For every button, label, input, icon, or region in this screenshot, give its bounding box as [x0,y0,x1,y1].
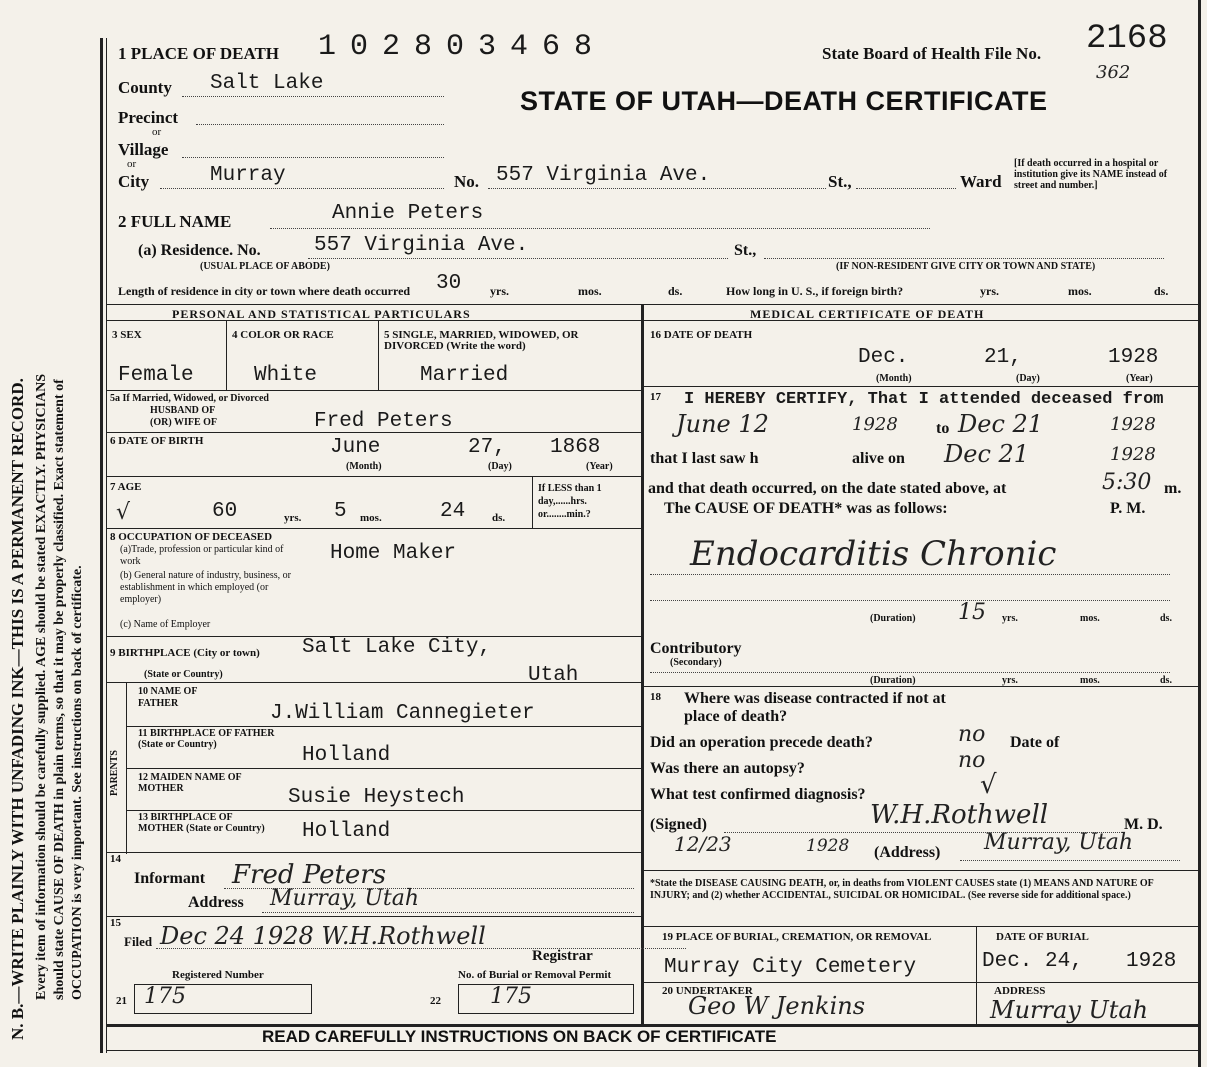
county-value: Salt Lake [210,72,324,95]
file-no-label: State Board of Health File No. [822,44,1042,63]
occupation-a: (a)Trade, profession or particular kind of work [120,544,284,567]
left-border-inner [106,38,107,1053]
contributory-line [650,672,1170,673]
father-label: 10 NAME OF FATHER [138,686,198,709]
page-title: STATE OF UTAH—DEATH CERTIFICATE [520,86,1048,116]
burial-date: Dec. 24, [982,950,1083,973]
burial-place: Murray City Cemetery [664,956,917,979]
mother-birthplace-label: 13 BIRTHPLACE OF MOTHER (State or Country) [138,812,265,834]
residence-st-label: St., [734,242,757,259]
cause-line [650,574,1170,575]
sidebar-line-1: N. B.—WRITE PLAINLY WITH UNFADING INK—THIS IS A PERMANENT RECORD. [8,378,27,1040]
birthplace-state: Utah [528,664,579,687]
physician-address-line [960,860,1180,861]
row-line-2 [106,432,641,433]
duration-mos-2: mos. [1080,675,1100,686]
precinct-label: Precinct [118,108,179,127]
left-border [100,38,103,1053]
operation-value: no [958,722,986,747]
ds-label-2: ds. [1154,284,1169,298]
village-label: Village [118,140,169,159]
burial-permit-number: 175 [490,984,532,1009]
operation-date-label: Date of [1010,734,1060,751]
spouse-label-b: HUSBAND OF [150,405,216,416]
alive-on-label: alive on [852,450,905,467]
spouse-label-a: 5a If Married, Widowed, or Divorced [110,393,269,404]
md-label: M. D. [1124,816,1163,833]
death-occurred-text: and that death occurred, on the date stated above, at [648,480,1007,497]
less-than-label: If LESS than 1 day,......hrs. or........min.? [538,483,602,520]
footnote: *State the DISEASE CAUSING DEATH, or, in deaths from VIOLENT CAUSES state (1) MEANS AND NATURE OF INJURY; and (2) whether ACCIDENTAL, SUICIDAL OR HOMICIDAL. (See reverse side for additional space.) [650,878,1154,901]
physician-address-label: (Address) [874,844,941,861]
q18-num: 18 [650,691,661,703]
operation-label: Did an operation precede death? [650,734,873,751]
father-birthplace: Holland [302,744,391,767]
duration-ds-2: ds. [1160,675,1172,686]
date-of-death-label: 16 DATE OF DEATH [650,329,753,341]
personal-header: PERSONAL AND STATISTICAL PARTICULARS [172,307,471,321]
footer-bottom-line [106,1050,1198,1051]
undertaker-divider [976,982,977,1024]
autopsy-value: no [958,748,986,773]
birthplace-state-label: (State or Country) [144,669,223,680]
dob-month: June [330,436,381,459]
burial-date-label: DATE OF BURIAL [996,931,1089,943]
nonresident-note: (IF NON-RESIDENT GIVE CITY OR TOWN AND STATE) [836,261,1096,272]
marital-value: Married [420,364,509,387]
age-yrs-label: yrs. [284,512,302,524]
sex-label: 3 SEX [112,329,142,341]
or-2: or [127,158,137,170]
attended-to: Dec 21 [958,410,1044,438]
age-months: 5 [334,500,347,523]
duration-value: 15 [958,600,986,625]
cause-label: The CAUSE OF DEATH* was as follows: [664,500,948,517]
death-time: 5:30 [1102,470,1152,495]
field-21-num: 21 [116,995,127,1007]
filed-line [156,948,686,949]
residence-line-2 [764,258,1164,259]
section-top-line [106,304,1198,305]
father-birthplace-label: 11 BIRTHPLACE OF FATHER (State or Country) [138,728,275,750]
yrs-label-2: yrs. [980,284,999,298]
sidebar-line-3: should state CAUSE OF DEATH in plain terms, so that it may be properly classified. Exact statement of [52,379,67,1000]
age-mos-label: mos. [360,512,382,524]
mos-label-2: mos. [1068,284,1092,298]
medical-line-5 [641,982,1198,983]
dob-year: 1868 [550,436,601,459]
occupation-value: Home Maker [330,542,457,565]
duration-label: (Duration) [870,613,916,624]
death-year-caption: (Year) [1126,373,1153,384]
row-line-3 [106,476,641,477]
burial-permit-box [458,984,634,1014]
city-line [160,188,444,189]
street-value: 557 Virginia Ave. [496,164,711,187]
duration-ds: ds. [1160,613,1172,624]
full-name-label: 2 FULL NAME [118,212,232,231]
row-line-8 [106,916,641,917]
dob-day: 27, [468,436,506,459]
certify-text: I HEREBY CERTIFY, That I attended deceased from [684,390,1164,409]
filed-value: Dec 24 1928 W.H.Rothwell [160,922,486,950]
attended-from: June 12 [676,410,769,438]
sidebar-line-4: OCCUPATION is very important. See instructions on back of certificate. [70,565,85,1000]
registered-number: 175 [144,984,186,1009]
filed-label: Filed [124,934,153,949]
full-name-line [270,228,930,229]
undertaker-address-label: ADDRESS [994,985,1046,997]
or-1: or [152,126,162,138]
length-residence-years: 30 [436,272,462,295]
street-st-label: St., [828,172,852,191]
ds-label: ds. [668,284,683,298]
mother-birthplace: Holland [302,820,391,843]
dob-day-caption: (Day) [488,461,512,472]
father-value: J.William Cannegieter [270,702,535,725]
certify-num: 17 [650,391,661,403]
attended-to-year: 1928 [1110,414,1156,435]
dob-year-caption: (Year) [586,461,613,472]
full-name-value: Annie Peters [332,202,484,225]
age-divider [532,476,533,528]
attended-from-year: 1928 [852,414,898,435]
signed-date: 12/23 [674,832,732,856]
occupation-label: 8 OCCUPATION OF DECEASED [110,531,273,543]
informant-address: Murray, Utah [270,886,420,911]
informant-address-line [262,912,634,913]
row-line-6 [106,682,641,683]
attended-to-label: to [936,420,950,437]
county-label: County [118,78,172,97]
sex-divider [226,320,227,390]
race-value: White [254,364,318,387]
precinct-line [196,124,444,125]
medical-line-4 [641,926,1198,927]
last-saw-label: that I last saw h [650,450,759,467]
birthplace-city: Salt Lake City, [302,636,492,659]
mother-label: 12 MAIDEN NAME OF MOTHER [138,772,242,794]
informant-label: Informant [134,870,206,887]
parents-line-1 [126,726,641,727]
parents-line-2 [126,768,641,769]
filed-num: 15 [110,917,121,929]
burial-permit-label: No. of Burial or Removal Permit [458,969,612,981]
age-days: 24 [440,500,466,523]
cause-line-2 [650,600,1170,601]
death-year: 1928 [1108,346,1159,369]
registrar-label: Registrar [532,948,593,964]
mos-label: mos. [578,284,602,298]
medical-line-1 [641,386,1198,387]
street-no-label: No. [454,172,480,191]
sex-value: Female [118,364,194,387]
center-divider [641,304,644,1024]
place-of-death-label: 1 PLACE OF DEATH [118,44,280,63]
death-day: 21, [984,346,1022,369]
undertaker-address: Murray Utah [990,996,1149,1024]
marital-label: 5 SINGLE, MARRIED, WIDOWED, OR DIVORCED (Write the word) [384,329,579,352]
parents-label: PARENTS [109,750,120,796]
dob-month-caption: (Month) [346,461,382,472]
length-residence-label: Length of residence in city or town where death occurred [118,284,411,298]
test-label: What test confirmed diagnosis? [650,786,866,803]
medical-line-2 [641,686,1198,687]
informant-address-label: Address [188,894,244,911]
footer-instructions: READ CAREFULLY INSTRUCTIONS ON BACK OF CERTIFICATE [262,1027,777,1046]
age-label: 7 AGE [110,481,142,493]
undertaker-signature: Geo W Jenkins [688,992,866,1020]
undertaker-label: 20 UNDERTAKER [662,985,753,997]
informant-signature: Fred Peters [232,860,387,890]
duration-yrs: yrs. [1002,613,1018,624]
physician-address: Murray, Utah [984,830,1134,855]
residence-line [308,258,728,259]
spouse-value: Fred Peters [314,410,453,433]
cause-of-death: Endocarditis Chronic [690,534,1057,574]
registered-number-label: Registered Number [172,969,264,981]
burial-place-label: 19 PLACE OF BURIAL, CREMATION, OR REMOVAL [662,931,932,943]
q18-label: Where was disease contracted if not at place of death? [684,690,946,725]
death-month-caption: (Month) [876,373,912,384]
death-day-caption: (Day) [1016,373,1040,384]
row-line-1 [106,390,641,391]
residence-label: (a) Residence. No. [138,242,261,259]
parents-line-3 [126,810,641,811]
mother-value: Susie Heystech [288,786,465,809]
informant-num: 14 [110,853,121,865]
ward-note: [If death occurred in a hospital or institution give its NAME instead of street and number.] [1014,158,1168,191]
signed-year: 1928 [806,836,850,856]
race-divider [378,320,379,390]
age-check: √ [116,500,131,525]
county-line [182,96,444,97]
city-label: City [118,172,150,191]
duration-mos: mos. [1080,613,1100,624]
birthplace-label: 9 BIRTHPLACE (City or town) [110,647,260,659]
medical-line-3 [641,870,1198,871]
yrs-label: yrs. [490,284,509,298]
sidebar-line-2: Every item of information should be carefully supplied. AGE should be stated EXACTLY. PHYSICIANS [34,373,49,1000]
city-value: Murray [210,164,286,187]
age-ds-label: ds. [492,512,506,524]
death-time-m: m. [1164,480,1182,497]
autopsy-label: Was there an autopsy? [650,760,805,777]
death-month: Dec. [858,346,909,369]
medical-header: MEDICAL CERTIFICATE OF DEATH [750,307,985,321]
employer-label: (c) Name of Employer [120,619,211,630]
physician-signature: W.H.Rothwell [870,800,1049,830]
row-line-4 [106,528,641,529]
right-border [1198,0,1201,1067]
occupation-b: (b) General nature of industry, business, or establishment in which employed (or employer) [120,570,291,605]
us-residence-label: How long in U. S., if foreign birth? [726,284,904,298]
death-pm: P. M. [1110,500,1146,517]
burial-year: 1928 [1126,950,1177,973]
burial-divider [976,926,977,982]
spouse-label-c: (OR) WIFE OF [150,417,218,428]
ward-label: Ward [960,172,1002,191]
file-no: 2168 [1086,20,1168,58]
residence-sub: (USUAL PLACE OF ABODE) [200,261,330,272]
race-label: 4 COLOR OR RACE [232,329,334,341]
contributory-label: Contributory [650,640,742,657]
alive-on-date: Dec 21 [944,440,1030,468]
secondary-label: (Secondary) [670,657,722,668]
ward-line [856,188,956,189]
field-22-num: 22 [430,995,441,1007]
duration-label-2: (Duration) [870,675,916,686]
duration-yrs-2: yrs. [1002,675,1018,686]
alive-on-year: 1928 [1110,444,1156,465]
row-line-7 [106,852,641,853]
signed-label: (Signed) [650,816,707,833]
serial-number: 102803468 [318,30,607,64]
age-years: 60 [212,500,238,523]
residence-value: 557 Virginia Ave. [314,234,529,257]
test-value: √ [980,770,997,800]
dob-label: 6 DATE OF BIRTH [110,435,204,447]
file-sub: 362 [1096,62,1131,83]
street-line [488,188,826,189]
village-line [182,157,444,158]
